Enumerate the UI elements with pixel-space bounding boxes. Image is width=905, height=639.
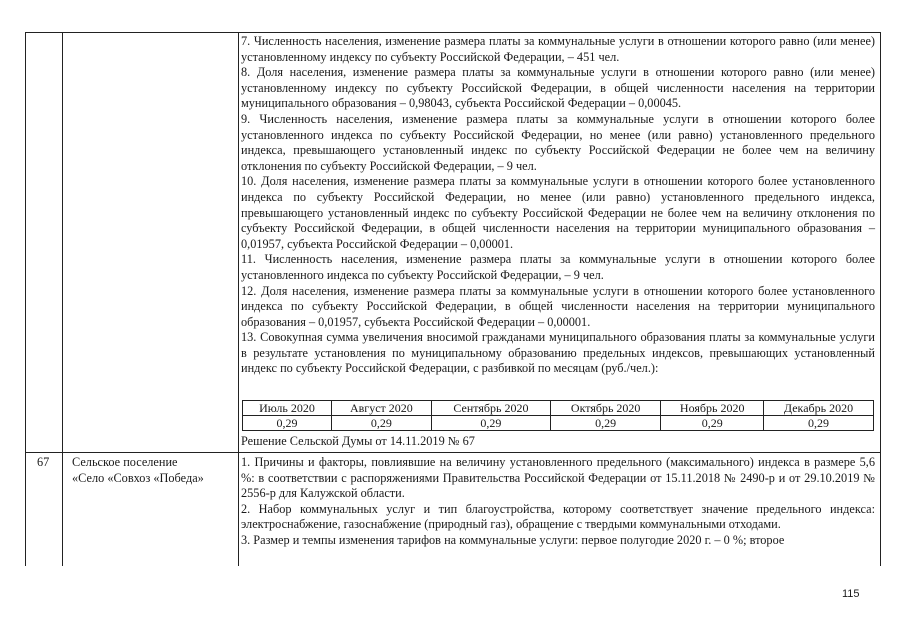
paragraph: 7. Численность населения, изменение размера платы за коммунальные услуги в отношении которого равно (или менее) установленному индексу по субъекту Российской Федерации, – 451 чел. bbox=[241, 34, 875, 64]
municipality-name bbox=[72, 455, 242, 486]
paragraph: 11. Численность населения, изменение размера платы за коммунальные услуги в отношении которого более установленного индекса по субъекту Российской Федерации, – 9 чел. bbox=[241, 252, 875, 282]
table-border-left bbox=[25, 32, 26, 566]
row-67-text bbox=[241, 455, 875, 549]
month-value: 0,29 bbox=[431, 416, 550, 431]
month-header: Июль 2020 bbox=[243, 401, 332, 416]
paragraph: 13. Совокупная сумма увеличения вносимой гражданами муниципального образования платы за коммунальные услуги в результате установления по муниципальному образованию предельных индексов, превышающих установленный индекс по субъекту Российской Федерации, с разбивкой по месяцам (руб./чел.): bbox=[241, 330, 875, 376]
row-number: 67 bbox=[37, 455, 50, 469]
municipality-line: «Село «Совхоз «Победа» bbox=[72, 470, 204, 485]
month-value: 0,29 bbox=[661, 416, 764, 431]
column-divider bbox=[62, 32, 63, 566]
month-value: 0,29 bbox=[550, 416, 660, 431]
row-top-text bbox=[241, 34, 875, 377]
municipality-line: Сельское поселение bbox=[72, 455, 178, 469]
paragraph: 8. Доля населения, изменение размера платы за коммунальные услуги в отношении которого равно (или менее) установленному индексу по субъекту Российской Федерации, в общей численности населения на территории муниципального образования – 0,98043, субъекта Российской Федерации – 0,00045. bbox=[241, 65, 875, 111]
paragraph: 10. Доля населения, изменение размера платы за коммунальные услуги в отношении которого более установленного индекса по субъекту Российской Федерации, но менее (или равно) установленного предельного индекса, превышающего установленный индекс по субъекту Российской Федерации не более чем на величину отклонения по субъекту Российской Федерации, в общей численности населения на территории муниципального образования – 0,01957, субъекта Российской Федерации – 0,00001. bbox=[241, 174, 875, 251]
paragraph: 1. Причины и факторы, повлиявшие на величину установленного предельного (максимального) индекса в размере 5,6 %: в соответствии с распоряжениями Правительства Российской Федерации от 15.11.2018 № 2490-р и от 29.10.2019 № 2556-р для Калужской области. bbox=[241, 455, 875, 501]
month-header: Август 2020 bbox=[331, 401, 431, 416]
monthly-amounts-table bbox=[242, 400, 874, 431]
paragraph: 12. Доля населения, изменение размера платы за коммунальные услуги в отношении которого более установленного индекса по субъекту Российской Федерации, в общей численности населения на территории муниципального образования – 0,01957, субъекта Российской Федерации – 0,00001. bbox=[241, 283, 875, 329]
month-value: 0,29 bbox=[243, 416, 332, 431]
table-row bbox=[243, 401, 874, 416]
month-header: Октябрь 2020 bbox=[550, 401, 660, 416]
table-row bbox=[243, 416, 874, 431]
paragraph: 2. Набор коммунальных услуг и тип благоустройства, которому соответствует значение предельного индекса: электроснабжение, газоснабжение (природный газ), обращение с твердыми коммунальными отходами. bbox=[241, 501, 875, 532]
paragraph: 3. Размер и темпы изменения тарифов на коммунальные услуги: первое полугодие 2020 г. – 0 %; второе bbox=[241, 532, 785, 547]
decision-line: Решение Сельской Думы от 14.11.2019 № 67 bbox=[241, 434, 475, 448]
month-header: Сентябрь 2020 bbox=[431, 401, 550, 416]
page-number: 115 bbox=[842, 588, 860, 600]
month-value: 0,29 bbox=[764, 416, 874, 431]
table-border-right bbox=[880, 32, 881, 566]
table-border-top bbox=[25, 32, 881, 33]
month-header: Ноябрь 2020 bbox=[661, 401, 764, 416]
month-value: 0,29 bbox=[331, 416, 431, 431]
row-divider bbox=[25, 452, 881, 453]
month-header: Декабрь 2020 bbox=[764, 401, 874, 416]
paragraph: 9. Численность населения, изменение размера платы за коммунальные услуги в отношении которого более установленного индекса по субъекту Российской Федерации, но менее (или равно) установленного предельного индекса, превышающего установленный индекс по субъекту Российской Федерации не более чем на величину отклонения по субъекту Российской Федерации, – 9 чел. bbox=[241, 111, 875, 173]
